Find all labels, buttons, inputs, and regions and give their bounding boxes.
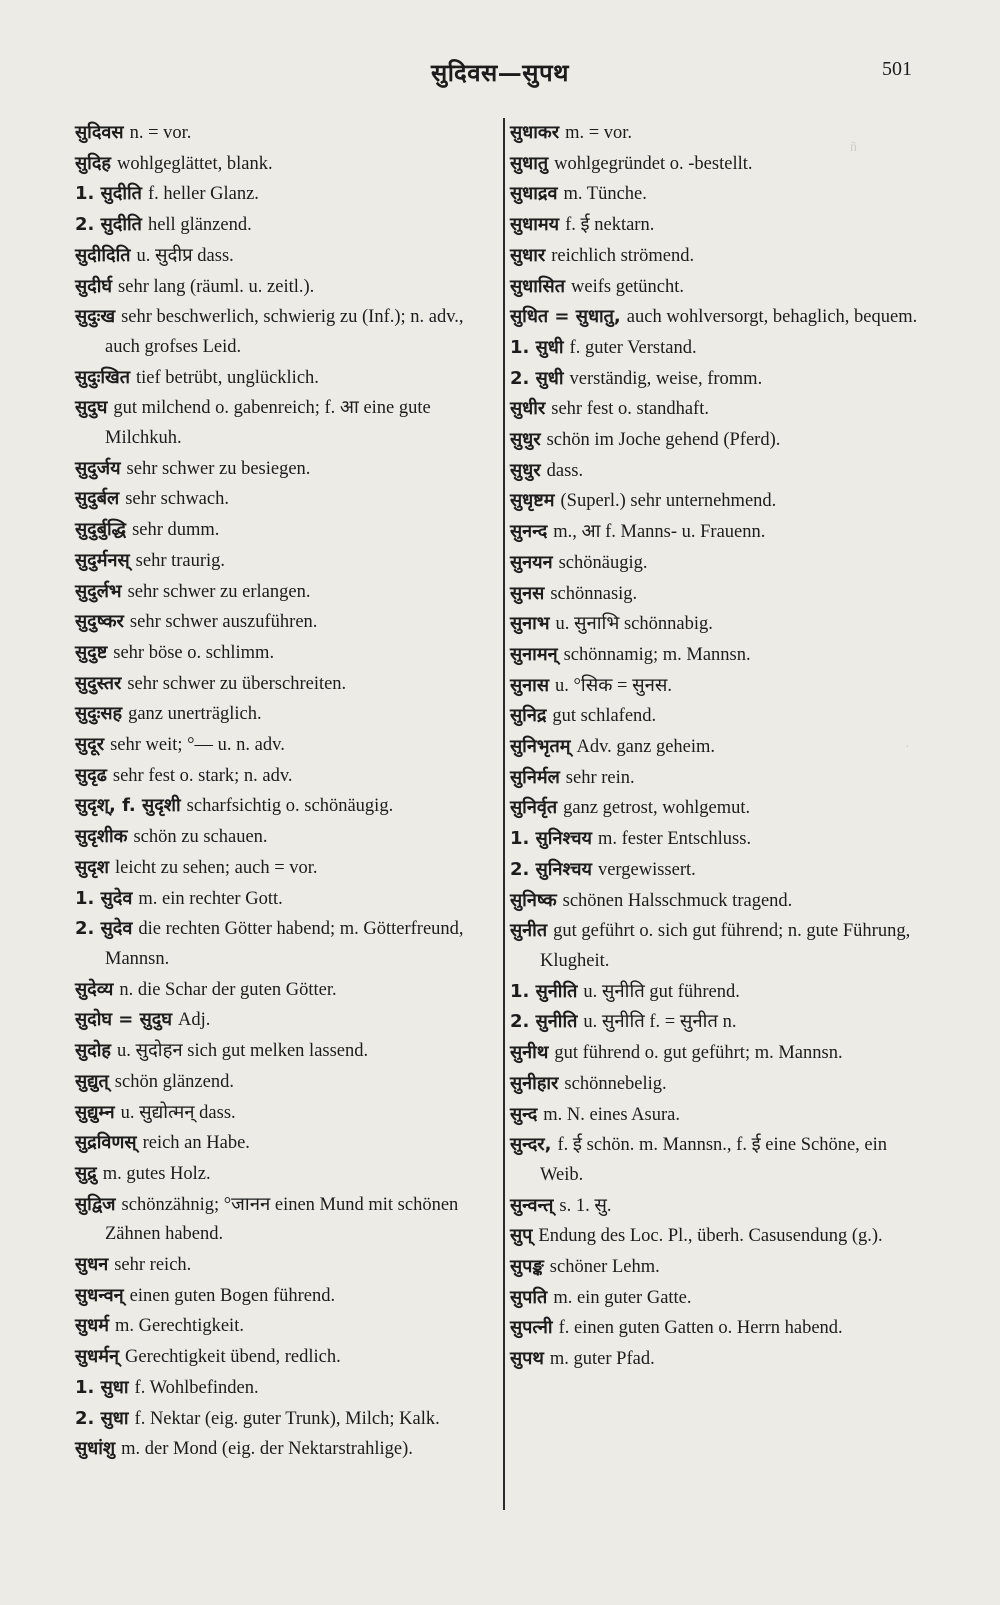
headword: सुद्युम्न: [75, 1101, 115, 1123]
definition: sehr beschwerlich, schwierig zu (Inf.); n. adv., auch grofses Leid.: [105, 307, 464, 357]
headword: सुदुर्बल: [75, 488, 120, 510]
definition: gut schlafend.: [552, 706, 657, 727]
headword: सुदिवस: [75, 122, 124, 143]
headword: सुधित = सुधातु,: [510, 306, 621, 328]
headword: सुनिद्र: [510, 705, 547, 727]
dictionary-entry: [510, 824, 930, 855]
definition: wohlgegründet o. -bestellt.: [554, 153, 753, 174]
headword: सुधाकर: [510, 122, 560, 143]
dictionary-entry: [510, 640, 930, 671]
dictionary-entry: [510, 1130, 930, 1190]
page-header: [0, 50, 1000, 94]
dictionary-entry: [510, 671, 930, 702]
dictionary-entry: [75, 546, 500, 577]
definition: schön glänzend.: [114, 1071, 234, 1092]
definition: einen guten Bogen führend.: [129, 1285, 336, 1306]
definition: sehr böse o. schlimm.: [113, 642, 275, 663]
dictionary-entry: [75, 1250, 500, 1281]
definition: sehr dumm.: [132, 520, 220, 541]
headword: सुधुर: [510, 459, 541, 481]
definition: f. ई schön. m. Mannsn., f. ई eine Schöne, ein Weib.: [540, 1135, 888, 1185]
definition: m. N. eines Asura.: [543, 1104, 680, 1125]
dictionary-entry: [75, 1434, 500, 1465]
headword: सुनस: [510, 582, 545, 604]
headword: 2. सुनिश्चय: [510, 858, 592, 880]
dictionary-entry: [510, 118, 930, 149]
definition: Adj.: [178, 1010, 211, 1031]
dictionary-entry: [510, 609, 930, 640]
definition: gut milchend o. gabenreich; f. आ eine gute Milchkuh.: [105, 398, 431, 449]
bleed-through-mark: ñ: [850, 140, 857, 155]
dictionary-entry: [75, 393, 500, 453]
dictionary-entry: [75, 1067, 500, 1098]
dictionary-entry: [75, 1128, 500, 1159]
definition: Gerechtigkeit übend, redlich.: [125, 1347, 341, 1368]
headword: सुदीदिति: [75, 244, 131, 266]
headword: 2. सुधी: [510, 367, 564, 389]
dictionary-entry: [75, 149, 500, 180]
dictionary-entry: [75, 454, 500, 485]
dictionary-entry: [75, 1159, 500, 1190]
definition: m. guter Pfad.: [549, 1349, 655, 1370]
headword: 2. सुनीति: [510, 1011, 578, 1033]
headword: सुदुर्मनस्: [75, 549, 130, 571]
dictionary-entry: [510, 364, 930, 395]
definition: ganz getrost, wohlgemut.: [563, 798, 751, 819]
headword: सुदेव्य: [75, 978, 114, 1000]
headword: सुधर्मन्: [75, 1346, 119, 1368]
headword: सुपत्नी: [510, 1317, 553, 1339]
dictionary-entry: [75, 1036, 500, 1067]
dictionary-entry: [75, 515, 500, 546]
headword: सुपथ: [510, 1348, 544, 1370]
dictionary-entry: [75, 577, 500, 608]
headword: सुदुष्ट: [75, 641, 108, 663]
definition: schönnasig.: [550, 583, 638, 604]
headword: सुदोह: [75, 1040, 111, 1062]
definition: m. Gerechtigkeit.: [115, 1316, 244, 1337]
dictionary-entry: [510, 486, 930, 517]
definition: sehr schwer zu erlangen.: [127, 581, 311, 602]
headword: सुधुर: [510, 429, 541, 451]
dictionary-entry: [510, 517, 930, 548]
definition: m. Tünche.: [563, 184, 647, 205]
definition: sehr fest o. stark; n. adv.: [112, 765, 293, 786]
dictionary-entry: [75, 669, 500, 700]
definition: m. fester Entschluss.: [597, 829, 752, 850]
definition: sehr reich.: [114, 1255, 192, 1276]
headword: सुदुघ: [75, 397, 108, 419]
dictionary-entry: [510, 793, 930, 824]
definition: m., आ f. Manns- u. Frauenn.: [553, 522, 766, 543]
dictionary-entry: [75, 484, 500, 515]
definition: n. die Schar der guten Götter.: [119, 979, 337, 1000]
dictionary-entry: [510, 916, 930, 976]
definition: sehr traurig.: [135, 550, 226, 571]
dictionary-entry: [75, 975, 500, 1006]
dictionary-entry: [510, 548, 930, 579]
right-column: [510, 118, 930, 1375]
dictionary-entry: [75, 1373, 500, 1404]
headword: 2. सुदेव: [75, 918, 133, 940]
definition: schön im Joche gehend (Pferd).: [546, 430, 781, 451]
definition: sehr weit; °— u. n. adv.: [110, 735, 285, 756]
dictionary-entry: [510, 210, 930, 241]
dictionary-entry: [75, 302, 500, 362]
dictionary-entry: [75, 1005, 500, 1036]
headword: 1. सुधी: [510, 336, 564, 358]
headword: सुनिर्वृत: [510, 797, 558, 819]
headword: सुदृश: [75, 856, 109, 878]
headword: 2. सुदीति: [75, 214, 142, 236]
dictionary-entry: [510, 701, 930, 732]
definition: reichlich strömend.: [551, 245, 695, 266]
dictionary-entry: [75, 1190, 500, 1250]
headword: सुधीर: [510, 398, 546, 420]
definition: f. Nektar (eig. guter Trunk), Milch; Kalk.: [134, 1408, 440, 1429]
definition: sehr schwer zu überschreiten.: [127, 673, 347, 694]
headword: सुदृढ: [75, 764, 107, 786]
headword: सुधांशु: [75, 1438, 116, 1460]
headword: सुप्: [510, 1225, 533, 1247]
dictionary-entry: [510, 272, 930, 303]
definition: dass.: [546, 460, 584, 481]
dictionary-entry: [75, 884, 500, 915]
dictionary-entry: [75, 1342, 500, 1373]
dictionary-entry: [75, 822, 500, 853]
definition: u. °सिक = सुनस.: [555, 675, 672, 696]
dictionary-entry: [510, 1191, 930, 1222]
headword: सुनीत: [510, 920, 548, 942]
definition: f. heller Glanz.: [147, 184, 259, 205]
dictionary-entry: [75, 730, 500, 761]
dictionary-entry: [75, 638, 500, 669]
dictionary-entry: [510, 1313, 930, 1344]
definition: verständig, weise, fromm.: [569, 368, 763, 389]
definition: scharfsichtig o. schönäugig.: [186, 796, 394, 817]
dictionary-entry: [510, 1100, 930, 1131]
headword: 1. सुदीति: [75, 183, 142, 205]
definition: m. = vor.: [565, 123, 633, 143]
page-number: 501: [882, 58, 912, 80]
dictionary-entry: [510, 855, 930, 886]
headword: सुद्युत्: [75, 1070, 109, 1092]
definition: vergewissert.: [597, 859, 696, 880]
headword: सुदुर्बुद्धि: [75, 519, 127, 541]
dictionary-entry: [510, 1069, 930, 1100]
headword: सुनास: [510, 674, 549, 696]
headword: सुद्विज: [75, 1193, 116, 1215]
dictionary-entry: [510, 732, 930, 763]
definition: u. सुनीति gut führend.: [583, 981, 740, 1002]
definition: sehr rein.: [565, 767, 635, 788]
definition: f. einen guten Gatten o. Herrn habend.: [558, 1318, 843, 1339]
dictionary-entry: [510, 1038, 930, 1069]
dictionary-entry: [75, 118, 500, 149]
headword: सुदुर्जय: [75, 457, 121, 479]
definition: u. सुनीति f. = सुनीत n.: [583, 1012, 737, 1033]
headword: सुदीर्घ: [75, 275, 113, 297]
definition: reich an Habe.: [142, 1133, 250, 1154]
headword: 1. सुधा: [75, 1376, 129, 1398]
dictionary-entry: [75, 914, 500, 974]
headword: सुदुस्तर: [75, 672, 122, 694]
headword: सुदोघ = सुदुघ: [75, 1009, 173, 1031]
headword: सुपङ्क: [510, 1256, 544, 1278]
dictionary-entry: [510, 149, 930, 180]
left-column: [75, 118, 500, 1465]
headword: सुदृशीक: [75, 826, 128, 848]
dictionary-entry: [75, 699, 500, 730]
dictionary-entry: [75, 607, 500, 638]
headword: सुधार: [510, 244, 546, 266]
headword: सुनिष्क: [510, 889, 557, 911]
definition: f. Wohlbefinden.: [134, 1377, 259, 1398]
definition: (Superl.) sehr unternehmend.: [560, 491, 777, 512]
definition: sehr schwach.: [125, 489, 229, 510]
definition: schönnamig; m. Mannsn.: [563, 644, 751, 665]
dictionary-entry: [75, 1281, 500, 1312]
definition: schönen Halsschmuck tragend.: [562, 890, 793, 911]
definition: auch wohlversorgt, behaglich, bequem.: [626, 307, 918, 328]
headword: सुदुर्लभ: [75, 580, 122, 602]
headword: 1. सुनिश्चय: [510, 828, 592, 850]
dictionary-entry: [510, 763, 930, 794]
dictionary-entry: [510, 886, 930, 917]
dictionary-entry: [510, 1252, 930, 1283]
headword: 2. सुधा: [75, 1407, 129, 1429]
dictionary-entry: [510, 1007, 930, 1038]
definition: Adv. ganz geheim.: [576, 737, 716, 758]
headword: सुदिह: [75, 152, 111, 174]
dictionary-entry: [510, 579, 930, 610]
dictionary-entry: [75, 1098, 500, 1129]
headword: सुधाद्रव: [510, 183, 558, 205]
headword: सुधृष्टम: [510, 490, 555, 512]
definition: sehr fest o. standhaft.: [551, 399, 709, 420]
headword: सुनामन्: [510, 643, 558, 665]
definition: leicht zu sehen; auch = vor.: [114, 857, 318, 878]
headword: सुदूर: [75, 734, 105, 756]
definition: m. ein rechter Gott.: [138, 888, 283, 909]
headword: सुदृश्, f. सुदृशी: [75, 795, 181, 817]
definition: u. सुदीप्र dass.: [136, 245, 234, 266]
definition: sehr schwer auszuführen.: [129, 612, 318, 633]
headword: 1. सुनीति: [510, 980, 578, 1002]
definition: f. ई nektarn.: [565, 215, 655, 236]
definition: s. 1. सु.: [559, 1195, 612, 1216]
dictionary-entry: [510, 977, 930, 1008]
headword: सुनिभृतम्: [510, 736, 571, 758]
definition: u. सुदोहन sich gut melken lassend.: [116, 1041, 369, 1062]
definition: schönäugig.: [558, 552, 648, 573]
definition: u. सुद्योत्मन् dass.: [120, 1102, 236, 1123]
definition: gut geführt o. sich gut führend; n. gute Führung, Klugheit.: [540, 921, 911, 971]
headword: सुदुष्कर: [75, 611, 124, 633]
dictionary-entry: [510, 1221, 930, 1252]
headword: सुपति: [510, 1286, 548, 1308]
headword: सुनाभ: [510, 613, 550, 635]
dictionary-entry: [75, 1311, 500, 1342]
dictionary-entry: [510, 1344, 930, 1375]
headword: सुद्रु: [75, 1162, 97, 1184]
definition: m. gutes Holz.: [102, 1163, 211, 1184]
headword: सुधन: [75, 1254, 109, 1276]
headword: सुन्वन्त्: [510, 1194, 554, 1216]
dictionary-entry: [510, 394, 930, 425]
dictionary-entry: [510, 302, 930, 333]
dictionary-entry: [75, 363, 500, 394]
headword: सुधामय: [510, 214, 560, 236]
definition: schön zu schauen.: [133, 827, 268, 848]
dictionary-entry: [510, 333, 930, 364]
definition: schöner Lehm.: [549, 1257, 660, 1278]
dictionary-entry: [510, 179, 930, 210]
headword: सुदुःख: [75, 306, 116, 328]
dictionary-entry: [75, 210, 500, 241]
column-divider: [503, 118, 505, 1510]
definition: ganz unerträglich.: [128, 704, 262, 725]
headword: सुदुःसह: [75, 703, 123, 725]
definition: f. guter Verstand.: [569, 337, 697, 358]
definition: gut führend o. gut geführt; m. Mannsn.: [554, 1043, 843, 1064]
dictionary-entry: [510, 425, 930, 456]
dictionary-entry: [75, 853, 500, 884]
dictionary-entry: [75, 179, 500, 210]
running-head: सुदिवस—सुपथ: [431, 58, 569, 87]
headword: सुनन्द: [510, 521, 548, 543]
definition: tief betrübt, unglücklich.: [136, 367, 319, 388]
definition: Endung des Loc. Pl., überh. Casusendung (g.).: [538, 1226, 883, 1247]
headword: सुधातु: [510, 152, 549, 174]
definition: u. सुनाभि schönnabig.: [555, 614, 713, 635]
headword: 1. सुदेव: [75, 887, 133, 909]
definition: schönzähnig; °जानन einen Mund mit schönen Zähnen habend.: [105, 1194, 459, 1245]
bleed-through-mark: ·: [905, 740, 910, 755]
headword: सुधन्वन्: [75, 1284, 124, 1306]
dictionary-entry: [75, 761, 500, 792]
dictionary-entry: [510, 1283, 930, 1314]
definition: m. ein guter Gatte.: [553, 1287, 692, 1308]
dictionary-entry: [75, 791, 500, 822]
dictionary-entry: [75, 272, 500, 303]
headword: सुद्रविणस्: [75, 1132, 137, 1154]
dictionary-entry: [510, 241, 930, 272]
dictionary-entry: [510, 456, 930, 487]
definition: weifs getüncht.: [571, 276, 685, 297]
headword: सुनीहार: [510, 1072, 559, 1094]
dictionary-entry: [75, 1404, 500, 1435]
definition: die rechten Götter habend; m. Götterfreund, Mannsn.: [105, 919, 464, 969]
headword: सुधर्म: [75, 1315, 110, 1337]
definition: m. der Mond (eig. der Nektarstrahlige).: [121, 1439, 413, 1460]
definition: n. = vor.: [129, 123, 192, 143]
dictionary-entry: [75, 241, 500, 272]
headword: सुनिर्मल: [510, 766, 560, 788]
definition: wohlgeglättet, blank.: [116, 153, 273, 174]
headword: सुधासित: [510, 275, 565, 297]
headword: सुदुःखित: [75, 366, 131, 388]
headword: सुन्दर,: [510, 1134, 552, 1156]
headword: सुन्द: [510, 1103, 538, 1125]
headword: सुनयन: [510, 551, 553, 573]
definition: hell glänzend.: [147, 215, 252, 236]
definition: schönnebelig.: [564, 1073, 667, 1094]
definition: sehr lang (räuml. u. zeitl.).: [118, 276, 315, 297]
headword: सुनीथ: [510, 1042, 549, 1064]
definition: sehr schwer zu besiegen.: [126, 458, 311, 479]
